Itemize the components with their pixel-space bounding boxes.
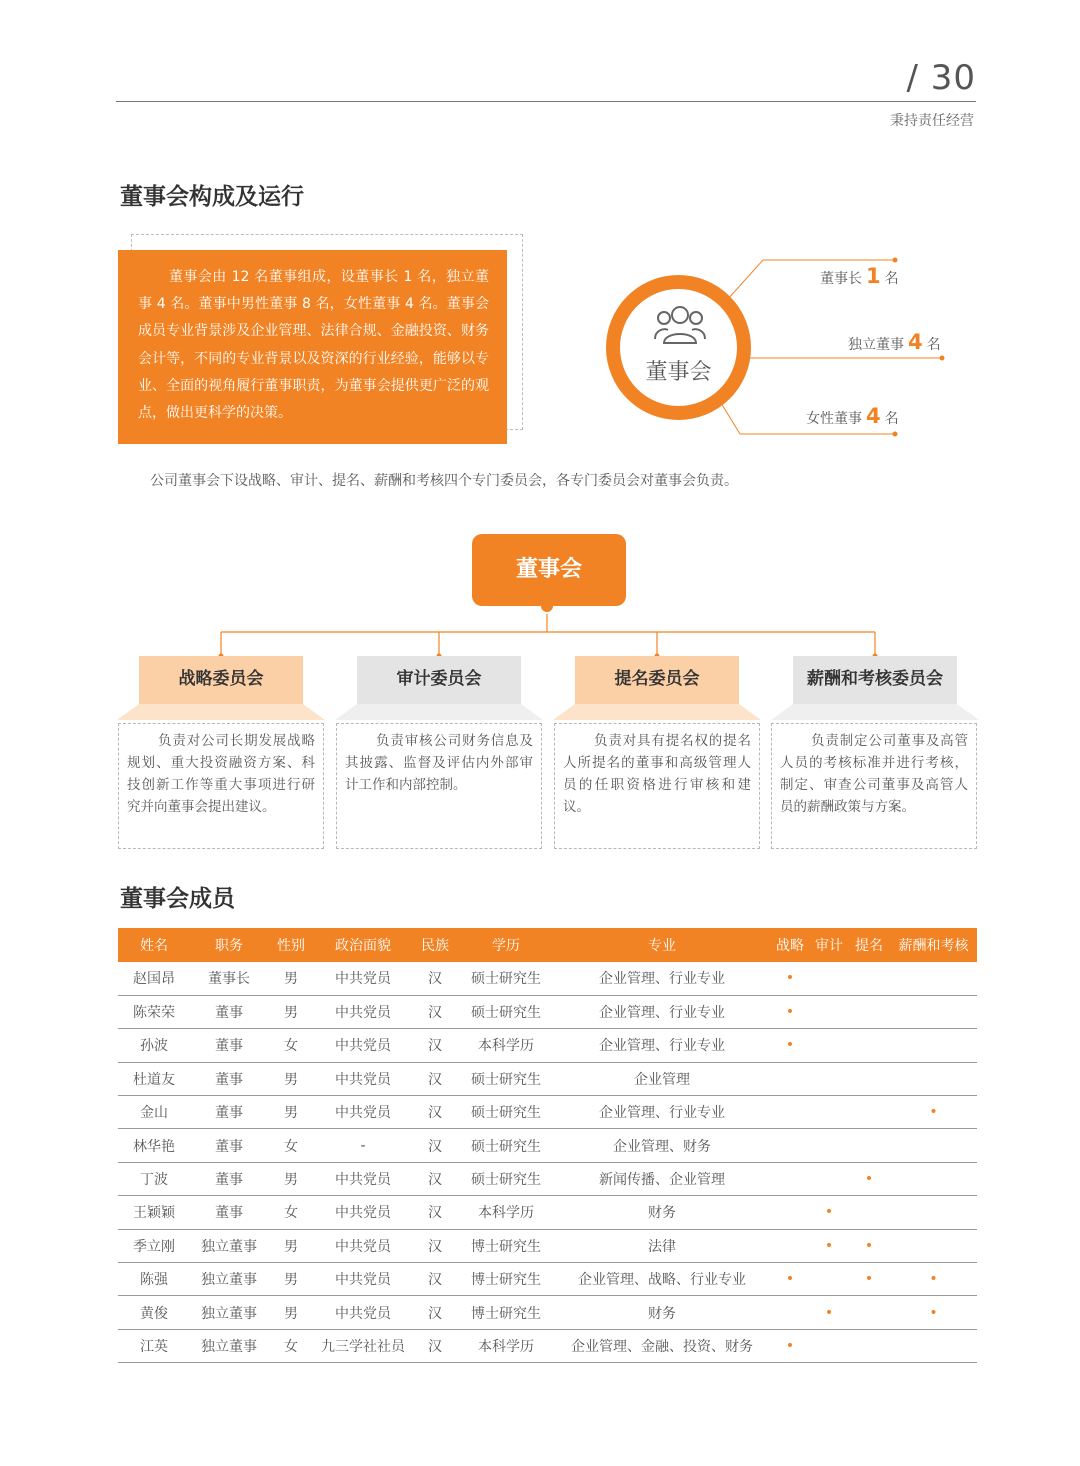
cell-gender: 男 (268, 1062, 314, 1095)
cell-political: - (314, 1129, 412, 1162)
cell-strategy (770, 1129, 810, 1162)
cell-gender: 男 (268, 1162, 314, 1195)
cell-position: 独立董事 (190, 1329, 268, 1362)
cell-position: 董事 (190, 1162, 268, 1195)
cell-nomination: • (848, 1162, 890, 1195)
cell-strategy: • (770, 1029, 810, 1062)
cell-position: 董事 (190, 1029, 268, 1062)
col-header-strategy: 战略 (770, 928, 810, 962)
cell-remuneration (890, 1196, 977, 1229)
cell-education: 博士研究生 (458, 1296, 554, 1329)
cell-political: 中共党员 (314, 1062, 412, 1095)
org-root-board: 董事会 (472, 534, 626, 606)
section-title-board-members: 董事会成员 (118, 880, 237, 913)
cell-nomination (848, 1296, 890, 1329)
col-header-ethnicity: 民族 (412, 928, 458, 962)
table-row (118, 1029, 977, 1062)
table-header-row (118, 928, 977, 962)
col-header-political: 政治面貌 (314, 928, 412, 962)
cell-position: 独立董事 (190, 1296, 268, 1329)
cell-political: 中共党员 (314, 1162, 412, 1195)
cell-major: 企业管理、行业专业 (554, 1096, 770, 1129)
cell-major: 企业管理 (554, 1062, 770, 1095)
cell-education: 博士研究生 (458, 1263, 554, 1296)
cell-nomination (848, 995, 890, 1028)
cell-ethnicity: 汉 (412, 1229, 458, 1262)
table-row (118, 1196, 977, 1229)
table-row (118, 1062, 977, 1095)
table-row (118, 1096, 977, 1129)
cell-gender: 女 (268, 1029, 314, 1062)
cell-education: 硕士研究生 (458, 962, 554, 995)
cell-political: 中共党员 (314, 962, 412, 995)
cell-education: 本科学历 (458, 1329, 554, 1362)
cell-position: 独立董事 (190, 1229, 268, 1262)
cell-gender: 男 (268, 962, 314, 995)
cell-name: 季立刚 (118, 1229, 190, 1262)
cell-audit: • (810, 1196, 848, 1229)
cell-audit: • (810, 1296, 848, 1329)
tab-base-remuneration (771, 704, 979, 720)
cell-name: 江英 (118, 1329, 190, 1362)
tab-base-audit (335, 704, 543, 720)
cell-remuneration (890, 1329, 977, 1362)
cell-strategy (770, 1296, 810, 1329)
cell-nomination (848, 1129, 890, 1162)
cell-ethnicity: 汉 (412, 1196, 458, 1229)
cell-name: 孙波 (118, 1029, 190, 1062)
col-header-education: 学历 (458, 928, 554, 962)
cell-ethnicity: 汉 (412, 1296, 458, 1329)
cell-political: 中共党员 (314, 1263, 412, 1296)
cell-position: 董事 (190, 995, 268, 1028)
cell-strategy (770, 1096, 810, 1129)
committee-tab-remuneration: 薪酬和考核委员会 (793, 656, 957, 704)
cell-remuneration (890, 1129, 977, 1162)
org-connectors (0, 0, 1080, 730)
cell-gender: 女 (268, 1129, 314, 1162)
cell-remuneration (890, 962, 977, 995)
cell-remuneration (890, 995, 977, 1028)
cell-gender: 女 (268, 1196, 314, 1229)
cell-major: 企业管理、行业专业 (554, 1029, 770, 1062)
cell-strategy (770, 1162, 810, 1195)
cell-nomination (848, 962, 890, 995)
intro-paragraph: 董事会由 12 名董事组成，设董事长 1 名，独立董事 4 名。董事中男性董事 8 名，女性董事 4 名。董事会成员专业背景涉及企业管理、法律合规、金融投资、财务会计等，不同的专业背景以及资深的行业经验，能够以专业、全面的视角履行董事职责，为董事会提供更广泛的观点，做出更科学的决策。 (118, 250, 507, 444)
cell-political: 中共党员 (314, 1096, 412, 1129)
page-number: / 30 (906, 58, 976, 98)
cell-major: 企业管理、行业专业 (554, 962, 770, 995)
board-circle-label: 董事会 (645, 360, 712, 385)
cell-gender: 男 (268, 1263, 314, 1296)
table-row (118, 1162, 977, 1195)
cell-ethnicity: 汉 (412, 1129, 458, 1162)
cell-nomination (848, 1062, 890, 1095)
cell-major: 财务 (554, 1196, 770, 1229)
cell-gender: 男 (268, 1096, 314, 1129)
cell-political: 中共党员 (314, 1229, 412, 1262)
cell-strategy (770, 1062, 810, 1095)
cell-remuneration (890, 1029, 977, 1062)
cell-position: 董事 (190, 1196, 268, 1229)
cell-ethnicity: 汉 (412, 1096, 458, 1129)
cell-major: 新闻传播、企业管理 (554, 1162, 770, 1195)
tab-base-strategy (117, 704, 325, 720)
table-row (118, 1329, 977, 1362)
cell-audit (810, 1062, 848, 1095)
section-title-board-composition: 董事会构成及运行 (118, 178, 306, 211)
tab-base-nomination (553, 704, 761, 720)
cell-position: 独立董事 (190, 1263, 268, 1296)
header-section-label: 秉持责任经营 (890, 113, 974, 129)
committee-desc-nomination: 负责对具有提名权的提名人所提名的董事和高级管理人员的任职资格进行审核和建议。 (554, 723, 760, 849)
cell-position: 董事 (190, 1129, 268, 1162)
cell-education: 硕士研究生 (458, 1096, 554, 1129)
committee-desc-audit: 负责审核公司财务信息及其披露、监督及评估内外部审计工作和内部控制。 (336, 723, 542, 849)
cell-name: 黄俊 (118, 1296, 190, 1329)
cell-name: 金山 (118, 1096, 190, 1129)
cell-major: 法律 (554, 1229, 770, 1262)
cell-strategy: • (770, 995, 810, 1028)
cell-audit: • (810, 1229, 848, 1262)
table-row (118, 1296, 977, 1329)
cell-political: 中共党员 (314, 995, 412, 1028)
committee-tab-nomination: 提名委员会 (575, 656, 739, 704)
cell-strategy (770, 1229, 810, 1262)
cell-strategy: • (770, 1263, 810, 1296)
cell-political: 中共党员 (314, 1029, 412, 1062)
cell-audit (810, 1029, 848, 1062)
cell-audit (810, 1096, 848, 1129)
cell-audit (810, 962, 848, 995)
cell-gender: 女 (268, 1329, 314, 1362)
cell-gender: 男 (268, 995, 314, 1028)
cell-audit (810, 995, 848, 1028)
table-row (118, 1129, 977, 1162)
cell-remuneration (890, 1062, 977, 1095)
committees-note: 公司董事会下设战略、审计、提名、薪酬和考核四个专门委员会，各专门委员会对董事会负责。 (150, 473, 738, 489)
cell-remuneration (890, 1162, 977, 1195)
col-header-name: 姓名 (118, 928, 190, 962)
stat-chairman: 董事长 1 名 (820, 264, 899, 288)
board-members-table (118, 928, 977, 1363)
cell-nomination (848, 1096, 890, 1129)
cell-major: 企业管理、财务 (554, 1129, 770, 1162)
cell-name: 陈荣荣 (118, 995, 190, 1028)
cell-nomination: • (848, 1229, 890, 1262)
col-header-remuneration: 薪酬和考核 (890, 928, 977, 962)
col-header-audit: 审计 (810, 928, 848, 962)
cell-major: 财务 (554, 1296, 770, 1329)
table-row (118, 1263, 977, 1296)
cell-strategy: • (770, 962, 810, 995)
cell-position: 董事 (190, 1062, 268, 1095)
cell-nomination (848, 1329, 890, 1362)
cell-remuneration: • (890, 1263, 977, 1296)
cell-nomination (848, 1196, 890, 1229)
cell-political: 中共党员 (314, 1196, 412, 1229)
col-header-nomination: 提名 (848, 928, 890, 962)
cell-strategy (770, 1196, 810, 1229)
table-row (118, 962, 977, 995)
cell-gender: 男 (268, 1296, 314, 1329)
cell-education: 硕士研究生 (458, 1129, 554, 1162)
cell-major: 企业管理、金融、投资、财务 (554, 1329, 770, 1362)
table-row (118, 995, 977, 1028)
cell-audit (810, 1329, 848, 1362)
cell-audit (810, 1263, 848, 1296)
cell-political: 九三学社社员 (314, 1329, 412, 1362)
cell-ethnicity: 汉 (412, 1329, 458, 1362)
cell-ethnicity: 汉 (412, 962, 458, 995)
cell-nomination (848, 1029, 890, 1062)
committee-tab-audit: 审计委员会 (357, 656, 521, 704)
cell-gender: 男 (268, 1229, 314, 1262)
table-row (118, 1229, 977, 1262)
cell-name: 陈强 (118, 1263, 190, 1296)
committee-desc-remuneration: 负责制定公司董事及高管人员的考核标准并进行考核，制定、审查公司董事及高管人员的薪酬政策与方案。 (771, 723, 977, 849)
committee-tab-strategy: 战略委员会 (139, 656, 303, 704)
cell-audit (810, 1129, 848, 1162)
cell-nomination: • (848, 1263, 890, 1296)
cell-strategy: • (770, 1329, 810, 1362)
cell-education: 本科学历 (458, 1196, 554, 1229)
cell-education: 硕士研究生 (458, 1162, 554, 1195)
cell-education: 硕士研究生 (458, 995, 554, 1028)
cell-name: 杜道友 (118, 1062, 190, 1095)
cell-remuneration: • (890, 1296, 977, 1329)
cell-name: 赵国昂 (118, 962, 190, 995)
cell-audit (810, 1162, 848, 1195)
cell-remuneration (890, 1229, 977, 1262)
cell-education: 本科学历 (458, 1029, 554, 1062)
cell-ethnicity: 汉 (412, 1029, 458, 1062)
cell-major: 企业管理、行业专业 (554, 995, 770, 1028)
stat-independent-directors: 独立董事 4 名 (848, 330, 941, 354)
cell-ethnicity: 汉 (412, 1062, 458, 1095)
cell-major: 企业管理、战略、行业专业 (554, 1263, 770, 1296)
cell-name: 丁波 (118, 1162, 190, 1195)
cell-name: 王颖颖 (118, 1196, 190, 1229)
cell-education: 硕士研究生 (458, 1062, 554, 1095)
stat-female-directors: 女性董事 4 名 (806, 404, 899, 428)
cell-position: 董事长 (190, 962, 268, 995)
cell-ethnicity: 汉 (412, 995, 458, 1028)
cell-ethnicity: 汉 (412, 1263, 458, 1296)
col-header-major: 专业 (554, 928, 770, 962)
cell-position: 董事 (190, 1096, 268, 1129)
committee-desc-strategy: 负责对公司长期发展战略规划、重大投资融资方案、科技创新工作等重大事项进行研究并向董事会提出建议。 (118, 723, 324, 849)
cell-political: 中共党员 (314, 1296, 412, 1329)
cell-ethnicity: 汉 (412, 1162, 458, 1195)
cell-education: 博士研究生 (458, 1229, 554, 1262)
col-header-position: 职务 (190, 928, 268, 962)
col-header-gender: 性别 (268, 928, 314, 962)
cell-remuneration: • (890, 1096, 977, 1129)
cell-name: 林华艳 (118, 1129, 190, 1162)
